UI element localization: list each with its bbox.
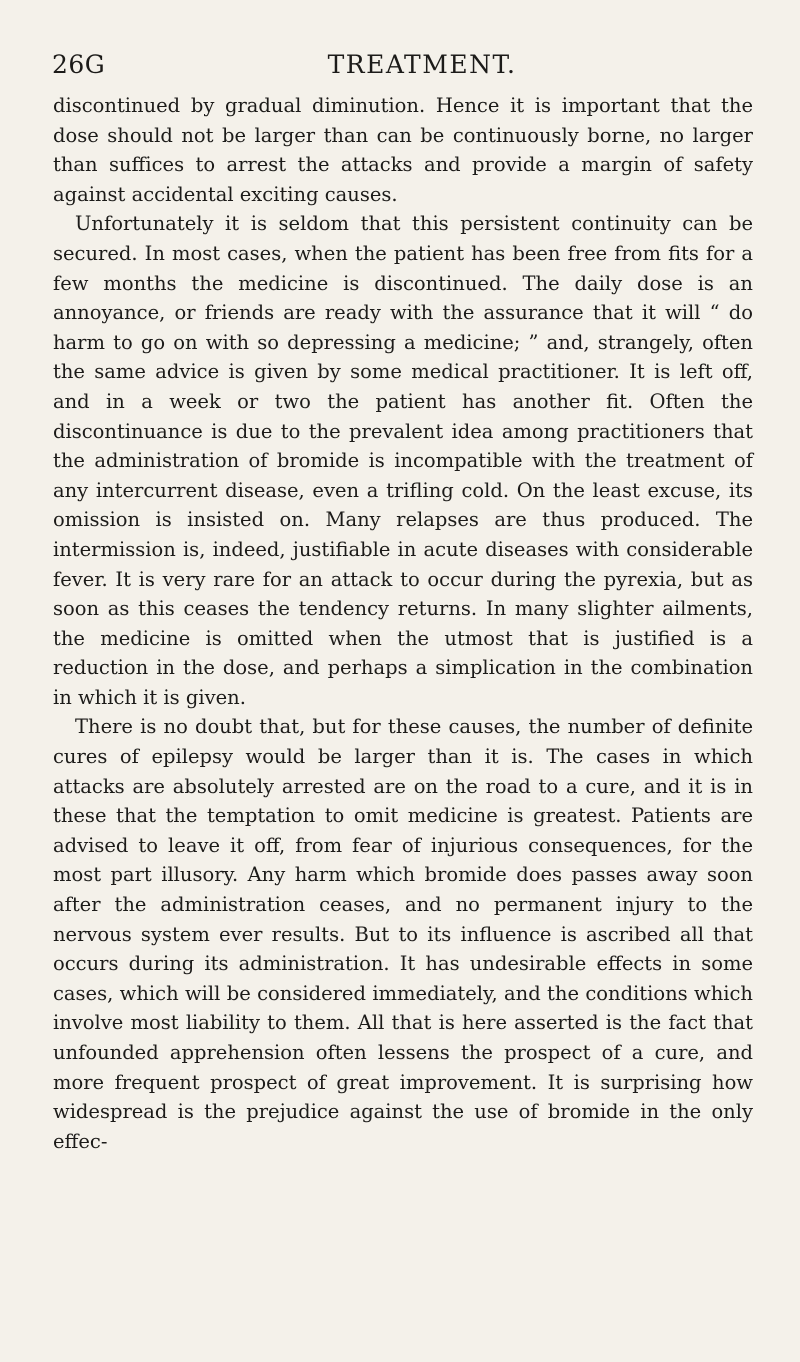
page-header (52, 48, 752, 82)
paragraph: Unfortunately it is seldom that this persistent continuity can be secured. In most cases, when the patient has been free from fits for a few months the medicine is discontinued. The daily dose is an annoyance, or friends are ready with the assurance that it will “ do harm to go on with so depressing a medicine; ” and, strangely, often the same advice is given by some medical practitioner. It is left off, and in a week or two the patient has another fit. Often the discontinuance is due to the prevalent idea among practitioners that the administration of bromide is incompatible with the treatment of any intercurrent disease, even a trifling cold. On the least excuse, its omission is insisted on. Many relapses are thus produced. The intermission is, indeed, justifiable in acute diseases with considerable fever. It is very rare for an attack to occur during the pyrexia, but as soon as this ceases the tendency returns. In many slighter ailments, the medicine is omitted when the utmost that is justified is a reduction in the dose, and perhaps a simplication in the combination in which it is given. (53, 212, 753, 709)
paragraph: There is no doubt that, but for these causes, the number of definite cures of epilepsy would be larger than it is. The cases in which attacks are absolutely arrested are on the road to a cure, and it is in these that the temptation to omit medicine is greatest. Patients are advised to leave it off, from fear of injurious consequences, for the most part illusory. Any harm which bromide does passes away soon after the administration ceases, and no permanent injury to the nervous system ever results. But to its influence is ascribed all that occurs during its administration. It has undesirable effects in some cases, which will be considered immediately, and the conditions which involve most liability to them. All that is here asserted is the fact that unfounded apprehension often lessens the prospect of a cure, and more frequent prospect of great improvement. It is surprising how widespread is the prejudice against the use of bromide in the only effec- (53, 715, 753, 1153)
running-title: TREATMENT. (327, 50, 517, 79)
page-number: 26G (52, 50, 106, 79)
paragraph-continued: discontinued by gradual diminution. Hence it is important that the dose should not be larger than can be continuously borne, no larger than suffices to arrest the attacks and provide a margin of safety against accidental exciting causes. (53, 94, 753, 206)
body-text (53, 91, 753, 1156)
